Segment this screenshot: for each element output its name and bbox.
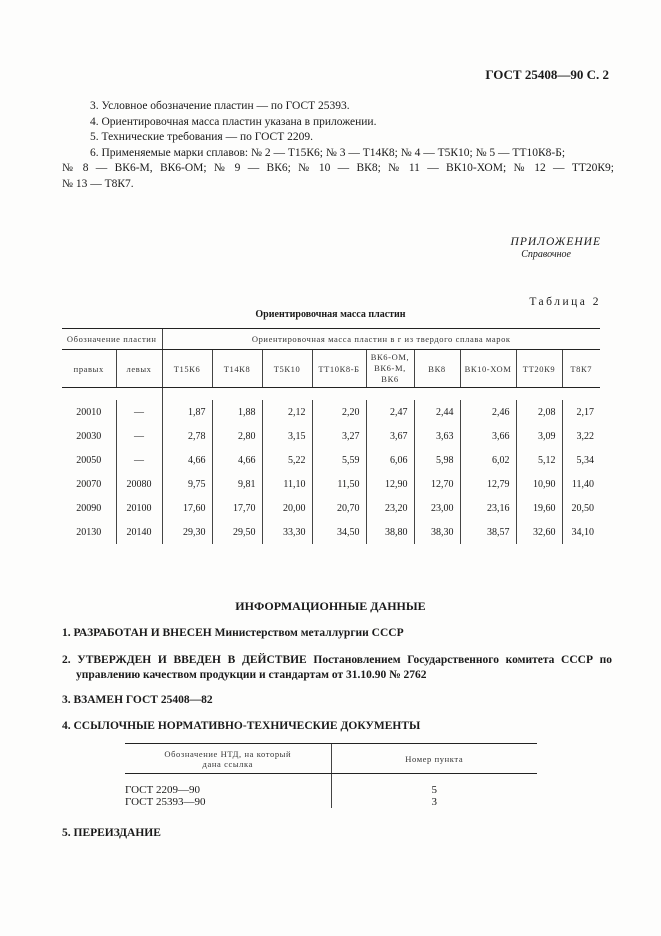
ref-doc: ГОСТ 25393—90 — [125, 795, 206, 808]
cell-value: 5,98 — [414, 448, 460, 472]
cell-value: 11,10 — [262, 472, 312, 496]
group-mass: Ориентировочная масса пластин в г из твердого сплава марок — [162, 329, 600, 350]
clause-6-cont: № 8 — ВК6-М, ВК6-ОМ; № 9 — ВК6; № 10 — ВК8; № 11 — ВК10-ХОМ; № 12 — ТТ20К9; — [62, 162, 614, 174]
cell-value: 3,09 — [516, 424, 562, 448]
table-title: Ориентировочная масса пластин — [255, 309, 406, 320]
grade-header: Т14К8 — [212, 350, 262, 388]
requirements-section — [62, 99, 614, 192]
mass-table — [62, 328, 600, 544]
info-item-1: 1. РАЗРАБОТАН И ВНЕСЕН Министерством металлургии СССР — [62, 627, 404, 639]
table-row — [62, 400, 600, 424]
info-item-2 — [62, 653, 612, 683]
cell-value: 17,60 — [162, 496, 212, 520]
cell-value: 12,90 — [366, 472, 414, 496]
cell-left: 20140 — [116, 520, 162, 544]
cell-left: — — [116, 448, 162, 472]
cell-value: 38,30 — [414, 520, 460, 544]
cell-value: 34,10 — [562, 520, 600, 544]
info-item-5: 5. ПЕРЕИЗДАНИЕ — [62, 827, 161, 839]
table-row — [62, 496, 600, 520]
table-row — [62, 520, 600, 544]
page-header: ГОСТ 25408—90 С. 2 — [485, 67, 609, 82]
cell-left: — — [116, 424, 162, 448]
grade-header: ВК6-ОМ, ВК6-М, ВК6 — [366, 350, 414, 388]
table-row — [62, 424, 600, 448]
cell-value: 5,12 — [516, 448, 562, 472]
cell-right: 20010 — [76, 406, 102, 418]
cell-value: 2,46 — [460, 400, 516, 424]
cell-left: — — [116, 400, 162, 424]
cell-value: 3,66 — [460, 424, 516, 448]
cell-value: 2,12 — [262, 400, 312, 424]
cell-value: 34,50 — [312, 520, 366, 544]
cell-value: 32,60 — [516, 520, 562, 544]
cell-value: 2,80 — [212, 424, 262, 448]
cell-value: 11,40 — [562, 472, 600, 496]
cell-value: 2,78 — [162, 424, 212, 448]
table-row — [62, 448, 600, 472]
cell-value: 1,87 — [162, 400, 212, 424]
ref-doc: ГОСТ 2209—90 — [125, 783, 200, 796]
reference-table — [125, 743, 537, 808]
cell-value: 4,66 — [162, 448, 212, 472]
cell-value: 3,15 — [262, 424, 312, 448]
cell-value: 5,59 — [312, 448, 366, 472]
cell-value: 2,17 — [562, 400, 600, 424]
cell-value: 10,90 — [516, 472, 562, 496]
cell-value: 3,27 — [312, 424, 366, 448]
cell-value: 9,81 — [212, 472, 262, 496]
cell-value: 2,47 — [366, 400, 414, 424]
ref-head-doc — [125, 744, 331, 774]
table-row — [125, 796, 537, 808]
grade-header: ТТ10К8-Б — [312, 350, 366, 388]
cell-value: 2,44 — [414, 400, 460, 424]
info-title: ИНФОРМАЦИОННЫЕ ДАННЫЕ — [235, 599, 426, 613]
grade-header: Т5К10 — [262, 350, 312, 388]
cell-value: 20,00 — [262, 496, 312, 520]
info-item-3: 3. ВЗАМЕН ГОСТ 25408—82 — [62, 694, 213, 706]
table-row — [125, 784, 537, 796]
grade-header: ТТ20К9 — [516, 350, 562, 388]
cell-left: 20100 — [116, 496, 162, 520]
cell-value: 23,00 — [414, 496, 460, 520]
ref-head-doc-line1: Обозначение НТД, на который — [164, 748, 292, 759]
cell-value: 23,20 — [366, 496, 414, 520]
cell-value: 2,08 — [516, 400, 562, 424]
clause-5: 5. Технические требования — по ГОСТ 2209. — [90, 131, 313, 143]
cell-value: 3,22 — [562, 424, 600, 448]
grade-header: Т8К7 — [562, 350, 600, 388]
clause-6: 6. Применяемые марки сплавов: № 2 — Т15К6; № 3 — Т14К8; № 4 — Т5К10; № 5 — ТТ10К8-Б; — [90, 146, 566, 159]
grade-header: ВК10-ХОМ — [460, 350, 516, 388]
col-left: левых — [116, 350, 162, 388]
cell-right: 20090 — [76, 502, 102, 514]
cell-value: 38,80 — [366, 520, 414, 544]
ref-item: 3 — [331, 796, 537, 808]
ref-item: 5 — [331, 784, 537, 796]
clause-6-end: № 13 — Т8К7. — [62, 177, 134, 190]
clause-3: 3. Условное обозначение пластин — по ГОСТ 25393. — [90, 100, 350, 112]
group-designation: Обозначение пластин — [62, 329, 162, 350]
grade-header: ВК8 — [414, 350, 460, 388]
info-item-2-line2: управлению качеством продукции и стандартам от 31.10.90 № 2762 — [76, 669, 427, 681]
cell-value: 6,06 — [366, 448, 414, 472]
cell-value: 5,34 — [562, 448, 600, 472]
cell-value: 38,57 — [460, 520, 516, 544]
info-item-4: 4. ССЫЛОЧНЫЕ НОРМАТИВНО-ТЕХНИЧЕСКИЕ ДОКУМЕНТЫ — [62, 720, 421, 732]
cell-right: 20030 — [76, 430, 102, 442]
grade-header: Т15К6 — [162, 350, 212, 388]
cell-value: 3,67 — [366, 424, 414, 448]
info-item-2-line1: 2. УТВЕРЖДЕН И ВВЕДЕН В ДЕЙСТВИЕ Постановлением Государственного комитета СССР по — [62, 654, 612, 666]
cell-value: 12,70 — [414, 472, 460, 496]
cell-value: 1,88 — [212, 400, 262, 424]
cell-value: 29,30 — [162, 520, 212, 544]
cell-value: 9,75 — [162, 472, 212, 496]
cell-right: 20050 — [76, 454, 102, 466]
cell-left: 20080 — [116, 472, 162, 496]
appendix-title: ПРИЛОЖЕНИЕ — [510, 236, 601, 248]
cell-value: 3,63 — [414, 424, 460, 448]
table-label: Таблица 2 — [529, 296, 601, 308]
cell-value: 20,70 — [312, 496, 366, 520]
cell-value: 33,30 — [262, 520, 312, 544]
cell-value: 29,50 — [212, 520, 262, 544]
clause-4: 4. Ориентировочная масса пластин указана в приложении. — [90, 115, 377, 128]
cell-value: 20,50 — [562, 496, 600, 520]
ref-head-doc-line2: дана ссылка — [202, 758, 253, 769]
cell-value: 5,22 — [262, 448, 312, 472]
cell-value: 11,50 — [312, 472, 366, 496]
appendix-subtitle: Справочное — [521, 249, 571, 260]
cell-value: 19,60 — [516, 496, 562, 520]
table-row — [62, 472, 600, 496]
cell-value: 2,20 — [312, 400, 366, 424]
cell-right: 20070 — [76, 478, 102, 490]
cell-right: 20130 — [76, 526, 102, 538]
ref-head-item: Номер пункта — [331, 744, 537, 774]
cell-value: 17,70 — [212, 496, 262, 520]
cell-value: 6,02 — [460, 448, 516, 472]
col-right: правых — [62, 350, 116, 388]
cell-value: 23,16 — [460, 496, 516, 520]
cell-value: 12,79 — [460, 472, 516, 496]
cell-value: 4,66 — [212, 448, 262, 472]
